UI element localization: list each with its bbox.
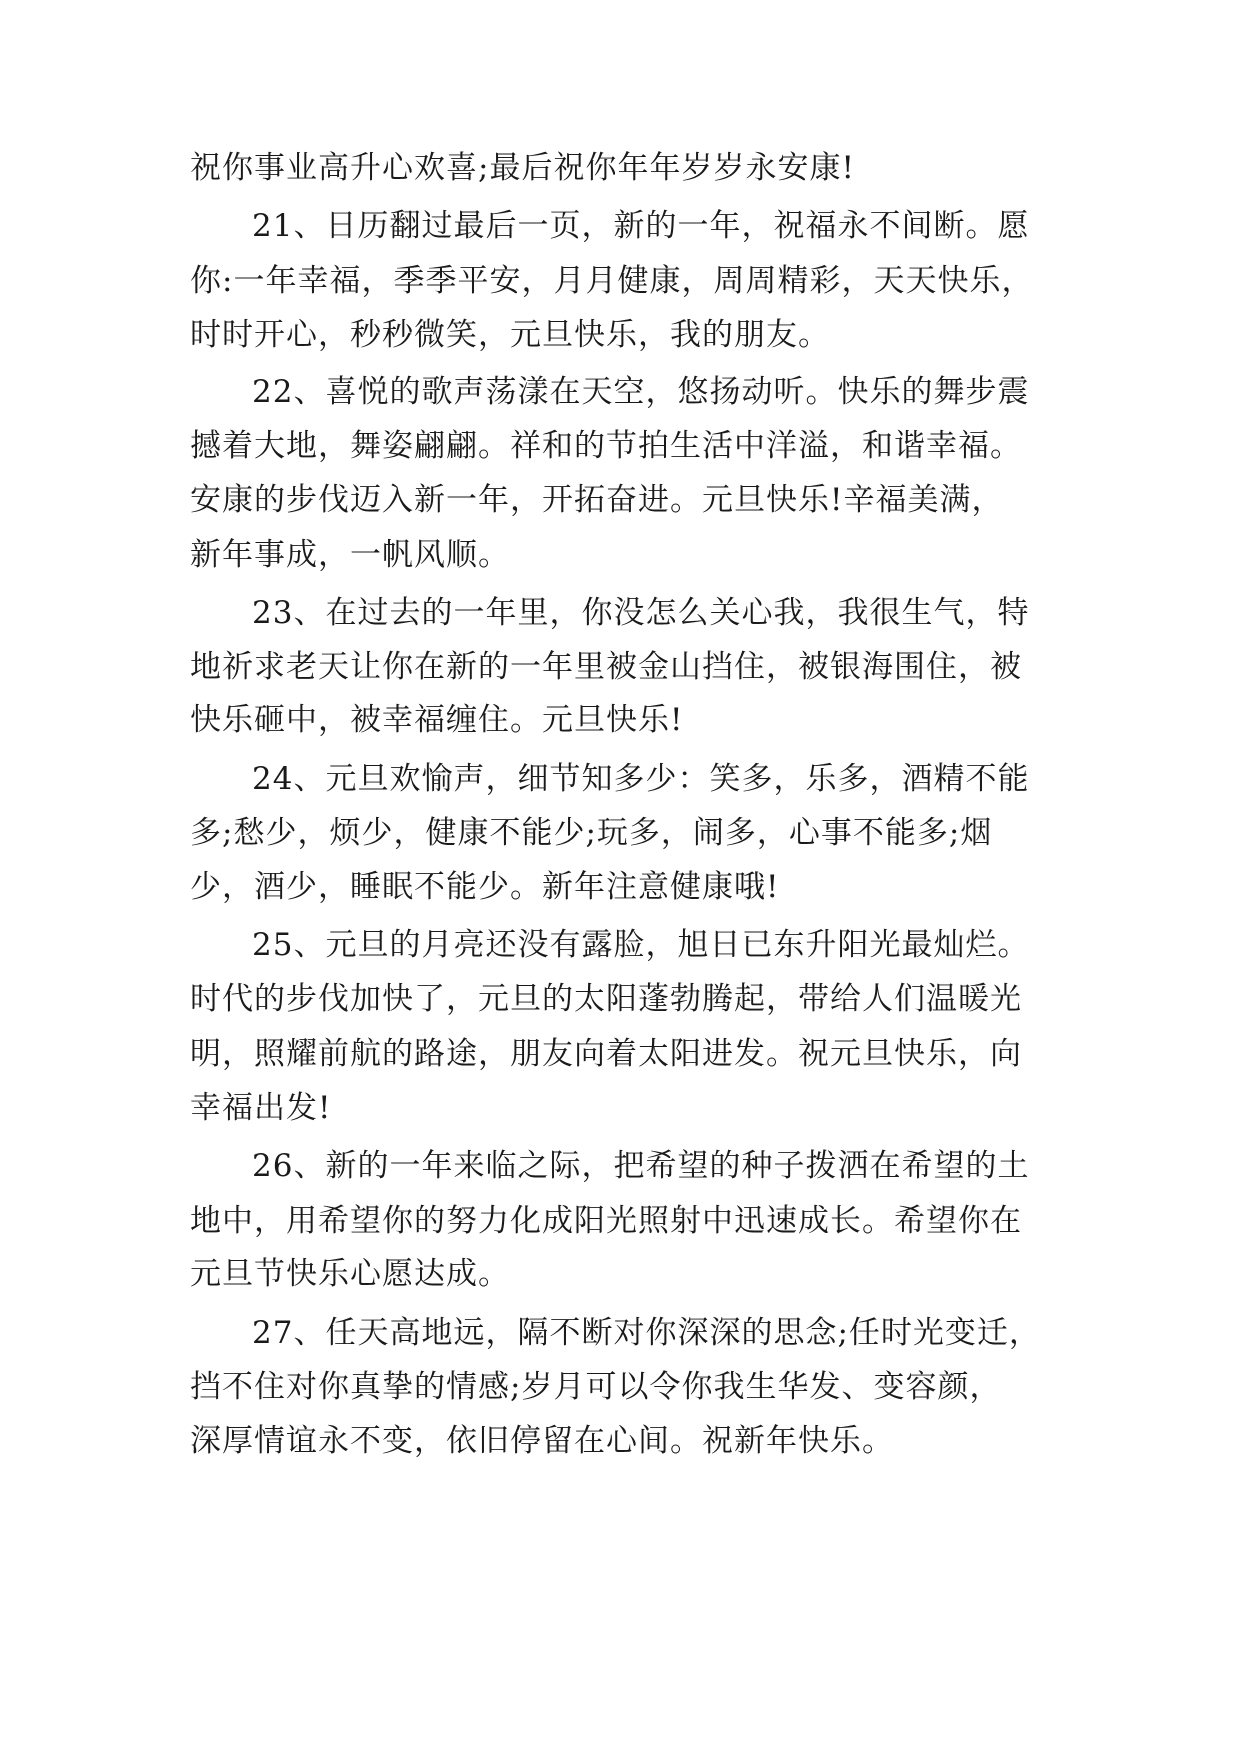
text-line: 地中，用希望你的努力化成阳光照射中迅速成长。希望你在 [190,1203,1022,1239]
text-line: 你:一年幸福，季季平安，月月健康，周周精彩，天天快乐， [190,263,1034,299]
text-line: 时时开心，秒秒微笑，元旦快乐，我的朋友。 [190,317,830,353]
text-line: 少，酒少，睡眠不能少。新年注意健康哦! [190,869,780,905]
text-line: 安康的步伐迈入新一年，开拓奋进。元旦快乐!辛福美满， [190,482,1004,518]
text-line: 祝你事业高升心欢喜;最后祝你年年岁岁永安康! [190,150,855,186]
text-line: 幸福出发! [190,1090,332,1126]
text-line: 时代的步伐加快了，元旦的太阳蓬勃腾起，带给人们温暖光 [190,981,1022,1017]
text-line: 地祈求老天让你在新的一年里被金山挡住，被银海围住，被 [190,649,1022,685]
text-line: 24、元旦欢愉声，细节知多少：笑多，乐多，酒精不能 [252,761,1030,797]
text-line: 明，照耀前航的路途，朋友向着太阳进发。祝元旦快乐，向 [190,1036,1022,1072]
text-line: 深厚情谊永不变，依旧停留在心间。祝新年快乐。 [190,1423,894,1459]
text-line: 快乐砸中，被幸福缠住。元旦快乐! [190,702,684,738]
text-line: 元旦节快乐心愿达成。 [190,1256,510,1292]
text-line: 新年事成，一帆风顺。 [190,537,510,573]
text-line: 27、任天高地远，隔不断对你深深的思念;任时光变迁， [252,1315,1041,1351]
text-line: 撼着大地，舞姿翩翩。祥和的节拍生活中洋溢，和谐幸福。 [190,428,1022,464]
text-line: 26、新的一年来临之际，把希望的种子拨洒在希望的土 [252,1148,1030,1184]
text-line: 21、日历翻过最后一页，新的一年，祝福永不间断。愿 [252,208,1030,244]
text-line: 多;愁少，烦少，健康不能少;玩多，闹多，心事不能多;烟 [190,815,993,851]
text-line: 挡不住对你真挚的情感;岁月可以令你我生华发、变容颜， [190,1369,1002,1405]
text-line: 22、喜悦的歌声荡漾在天空，悠扬动听。快乐的舞步震 [252,374,1030,410]
text-line: 23、在过去的一年里，你没怎么关心我，我很生气，特 [252,595,1030,631]
text-line: 25、元旦的月亮还没有露脸，旭日已东升阳光最灿烂。 [252,927,1030,963]
